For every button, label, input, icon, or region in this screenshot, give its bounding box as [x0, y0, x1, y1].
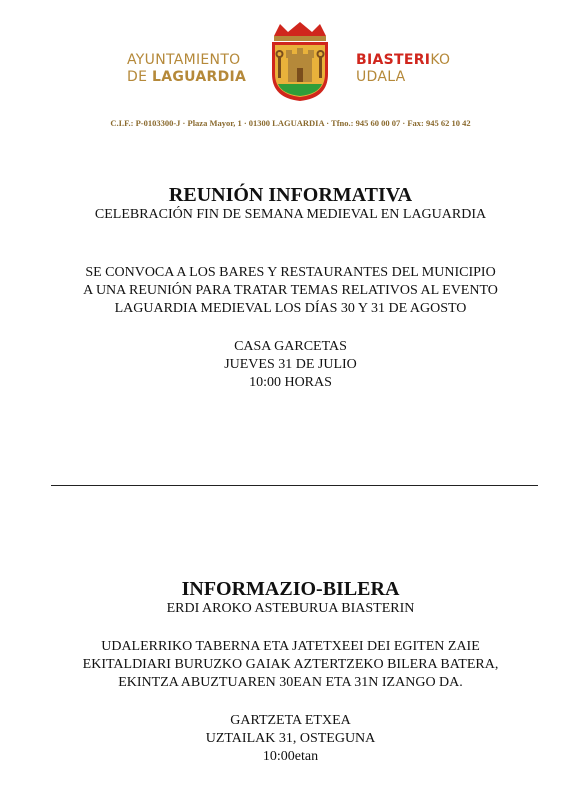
basque-details [0, 712, 581, 766]
basque-body [0, 638, 581, 692]
contact-info: C.I.F.: P-0103300-J · Plaza Mayor, 1 · 01300 LAGUARDIA · Tfno.: 945 60 00 07 · Fax: 945 62 10 42 [110, 118, 471, 128]
org-left-line2 [127, 69, 246, 86]
basque-title: INFORMAZIO-BILERA [181, 578, 400, 600]
spanish-title: REUNIÓN INFORMATIVA [168, 184, 413, 206]
basque-date: UZTAILAK 31, OSTEGUNA [205, 731, 376, 746]
letterhead [0, 18, 581, 110]
org-right-rest: KO [430, 52, 451, 68]
basque-body-line: EKITALDIARI BURUZKO GAIAK AZTERTZEKO BILERA BATERA, [82, 657, 499, 672]
spanish-heading [0, 184, 581, 224]
spanish-details [0, 338, 581, 392]
basque-place: GARTZETA ETXEA [230, 713, 351, 728]
section-divider [51, 485, 538, 486]
spanish-time: 10:00 HORAS [249, 375, 332, 390]
basque-time: 10:00etan [262, 749, 319, 764]
spanish-body-line: SE CONVOCA A LOS BARES Y RESTAURANTES DEL MUNICIPIO [85, 265, 496, 280]
basque-heading [0, 578, 581, 618]
org-right-bold: BIASTERI [356, 52, 431, 68]
org-right-line1 [356, 52, 450, 69]
org-right-line2: UDALA [356, 69, 406, 85]
spanish-body-line: A UNA REUNIÓN PARA TRATAR TEMAS RELATIVOS AL EVENTO [83, 283, 498, 298]
basque-body-line: EKINTZA ABUZTUAREN 30EAN ETA 31N IZANGO DA. [118, 675, 463, 690]
org-name-spanish [127, 52, 246, 86]
basque-body-line: UDALERRIKO TABERNA ETA JATETXEEI DEI EGITEN ZAIE [101, 639, 480, 654]
org-left-prefix: DE [127, 69, 152, 85]
spanish-body [0, 264, 581, 318]
basque-subtitle: ERDI AROKO ASTEBURUA BIASTERIN [166, 601, 415, 616]
coat-of-arms-icon [266, 22, 334, 102]
org-left-bold: LAGUARDIA [151, 69, 247, 85]
spanish-date: JUEVES 31 DE JULIO [224, 357, 357, 372]
spanish-subtitle: CELEBRACIÓN FIN DE SEMANA MEDIEVAL EN LAGUARDIA [94, 207, 487, 222]
org-left-line1: AYUNTAMIENTO [127, 52, 241, 68]
org-name-basque [356, 52, 450, 86]
spanish-body-line: LAGUARDIA MEDIEVAL LOS DÍAS 30 Y 31 DE AGOSTO [114, 301, 467, 316]
spanish-place: CASA GARCETAS [234, 339, 347, 354]
